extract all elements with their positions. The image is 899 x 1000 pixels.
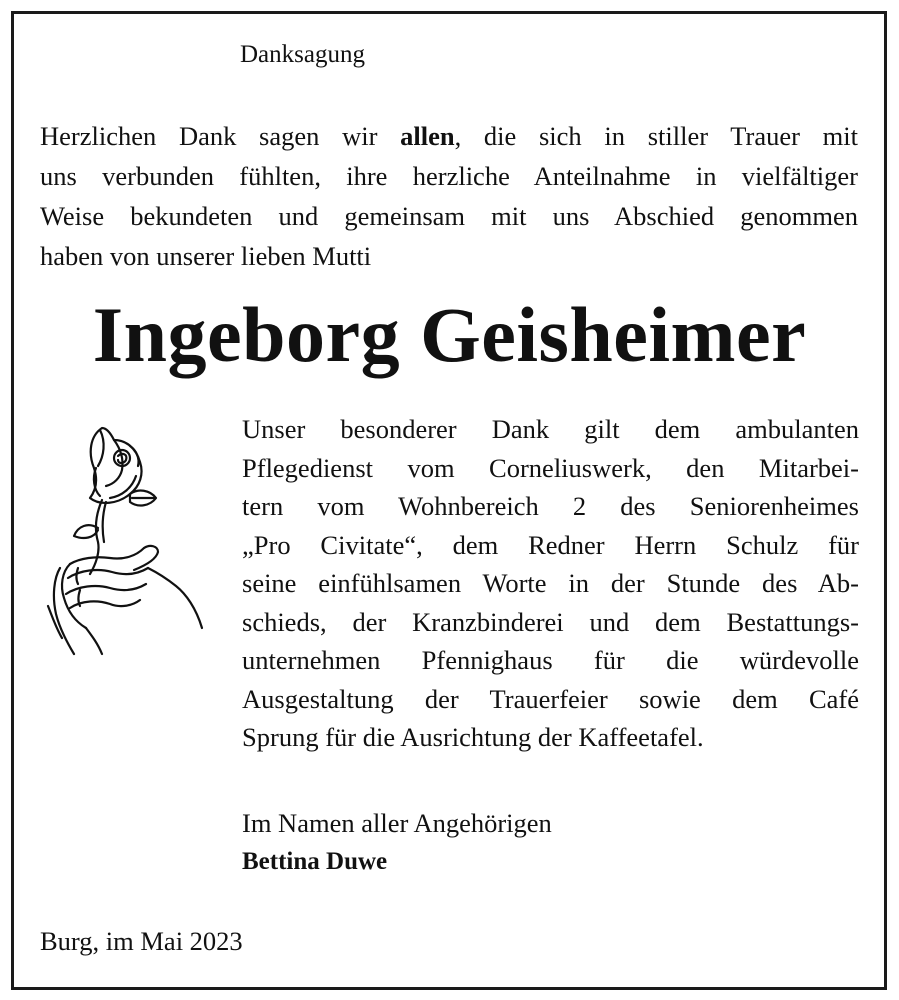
- thanks-line: „Pro Civitate“, dem Redner Herrn Schulz für: [242, 529, 859, 560]
- intro-line-text: Herzlichen Dank sagen wir: [40, 121, 401, 151]
- intro-line-text: , die sich in stiller Trauer mit: [454, 121, 858, 151]
- intro-line: Weise bekundeten und gemeinsam mit uns Abschied genommen: [40, 201, 858, 231]
- rose-in-hand-icon: [40, 418, 210, 658]
- intro-emphasis: allen: [400, 121, 455, 151]
- thanks-line: Pflegedienst vom Corneliuswerk, den Mitarbei-: [242, 452, 859, 483]
- intro-line: [40, 116, 858, 156]
- intro-paragraph: [40, 116, 858, 276]
- thanks-line: Sprung für die Ausrichtung der Kaffeetafel.: [242, 722, 704, 752]
- thanks-line: unternehmen Pfennighaus für die würdevolle: [242, 645, 859, 675]
- deceased-name: Ingeborg Geisheimer: [92, 291, 807, 378]
- thanks-line: Ausgestaltung der Trauerfeier sowie dem Café: [242, 683, 859, 714]
- notice-heading: Danksagung: [240, 41, 365, 68]
- thanks-paragraph: [242, 410, 859, 757]
- thanks-line: schieds, der Kranzbinderei und dem Bestattungs-: [242, 606, 859, 637]
- place-date: Burg, im Mai 2023: [40, 926, 243, 956]
- signature-name: Bettina Duwe: [242, 848, 388, 875]
- thanks-line: seine einfühlsamen Worte in der Stunde des Ab-: [242, 568, 859, 598]
- signature-intro: Im Namen aller Angehörigen: [242, 808, 552, 838]
- intro-line: uns verbunden fühlten, ihre herzliche Anteilnahme in vielfältiger: [40, 161, 858, 191]
- thanks-line: Unser besonderer Dank gilt dem ambulanten: [242, 414, 859, 444]
- intro-line: haben von unserer lieben Mutti: [40, 241, 372, 271]
- thanks-line: tern vom Wohnbereich 2 des Seniorenheimes: [242, 491, 859, 521]
